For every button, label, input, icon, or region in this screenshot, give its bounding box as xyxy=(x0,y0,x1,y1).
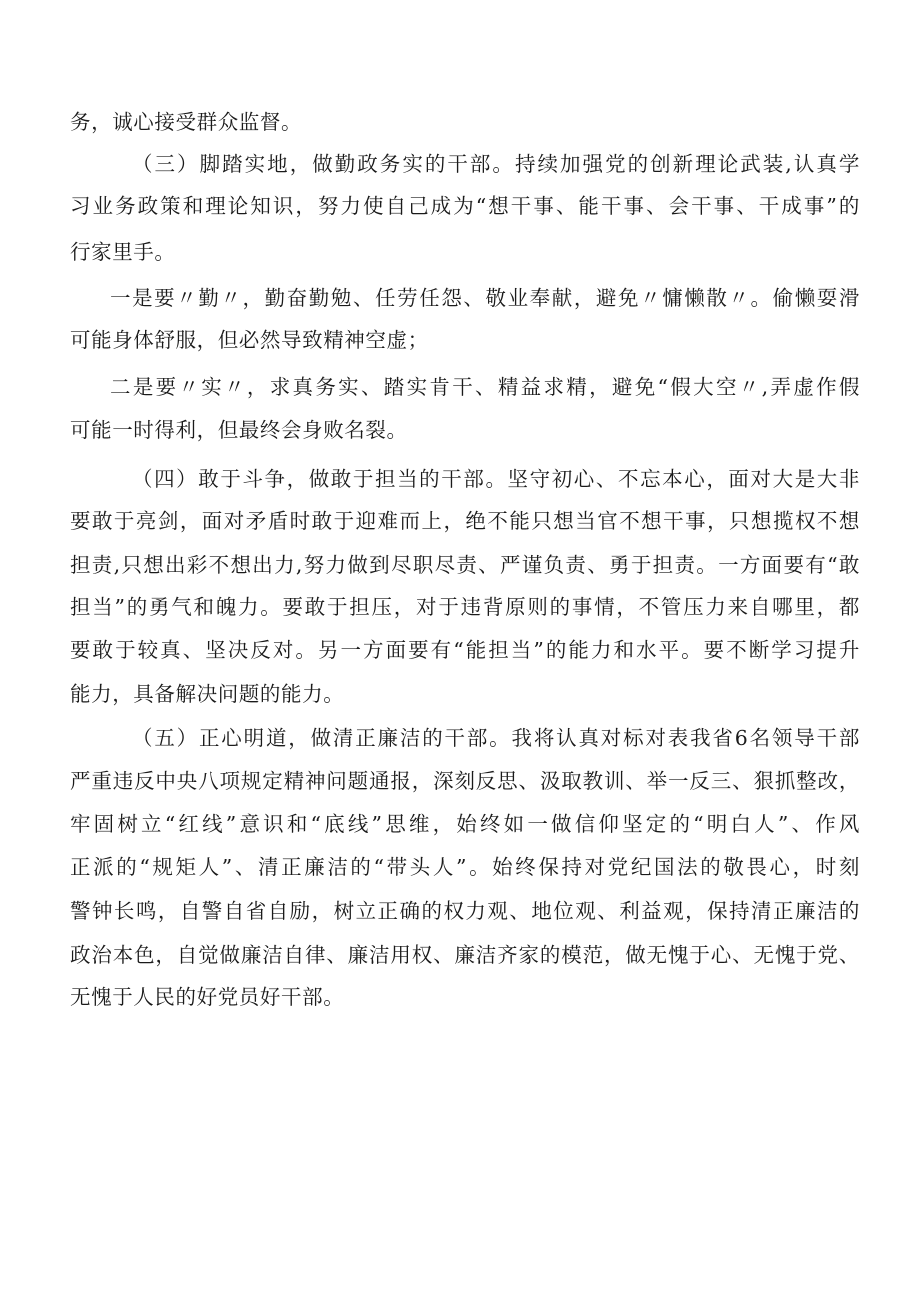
text-line-18: 正派的“规矩人”、清正廉洁的“带头人”。始终保持对党纪国法的敬畏心，时刻 xyxy=(70,855,860,879)
text-line-1: 务，诚心接受群众监督。 xyxy=(70,110,303,134)
text-line-8: 可能一时得利，但最终会身败名裂。 xyxy=(70,418,408,442)
text-line-12: 担当”的勇气和魄力。要敢于担压，对于违背原则的事情，不管压力来自哪里，都 xyxy=(70,595,860,619)
text-line-11: 担责,只想出彩不想出力,努力做到尽职尽责、严谨负责、勇于担责。一方面要有“敢 xyxy=(70,553,860,577)
text-line-10: 要敢于亮剑，面对矛盾时敢于迎难而上，绝不能只想当官不想干事，只想揽权不想 xyxy=(70,509,860,533)
text-line-16: 严重违反中央八项规定精神问题通报，深刻反思、汲取教训、举一反三、狠抓整改， xyxy=(70,769,860,793)
point-2-line: 二是要〃实〃，求真务实、踏实肯干、精益求精，避免“假大空〃,弄虚作假 xyxy=(110,375,860,399)
text-line-14: 能力，具备解决问题的能力。 xyxy=(70,682,345,706)
text-line-19: 警钟长鸣，自警自省自励，树立正确的权力观、地位观、利益观，保持清正廉洁的 xyxy=(70,899,860,923)
text-line-21: 无愧于人民的好党员好干部。 xyxy=(70,985,345,1009)
text-line-6: 可能身体舒服，但必然导致精神空虚； xyxy=(70,328,429,352)
section-3-heading-line: （三）脚踏实地，做勤政务实的干部。持续加强党的创新理论武装,认真学 xyxy=(132,152,860,176)
text-line-13: 要敢于较真、坚决反对。另一方面要有“能担当”的能力和水平。要不断学习提升 xyxy=(70,638,860,662)
section-4-heading-line: （四）敢于斗争，做敢于担当的干部。坚守初心、不忘本心，面对大是大非 xyxy=(132,467,860,491)
point-1-line: 一是要〃勤〃，勤奋勤勉、任劳任怨、敬业奉献，避免〃慵懒散〃。偷懒耍滑 xyxy=(110,286,860,310)
text-line-17: 牢固树立“红线”意识和“底线”思维，始终如一做信仰坚定的“明白人”、作风 xyxy=(70,812,860,836)
section-5-heading-line: （五）正心明道，做清正廉洁的干部。我将认真对标对表我省6名领导干部 xyxy=(132,726,860,750)
text-line-4: 行家里手。 xyxy=(70,240,176,264)
text-line-20: 政治本色，自觉做廉洁自律、廉洁用权、廉洁齐家的模范，做无愧于心、无愧于党、 xyxy=(70,943,860,967)
text-line-3: 习业务政策和理论知识，努力使自己成为“想干事、能干事、会干事、干成事”的 xyxy=(70,194,860,218)
